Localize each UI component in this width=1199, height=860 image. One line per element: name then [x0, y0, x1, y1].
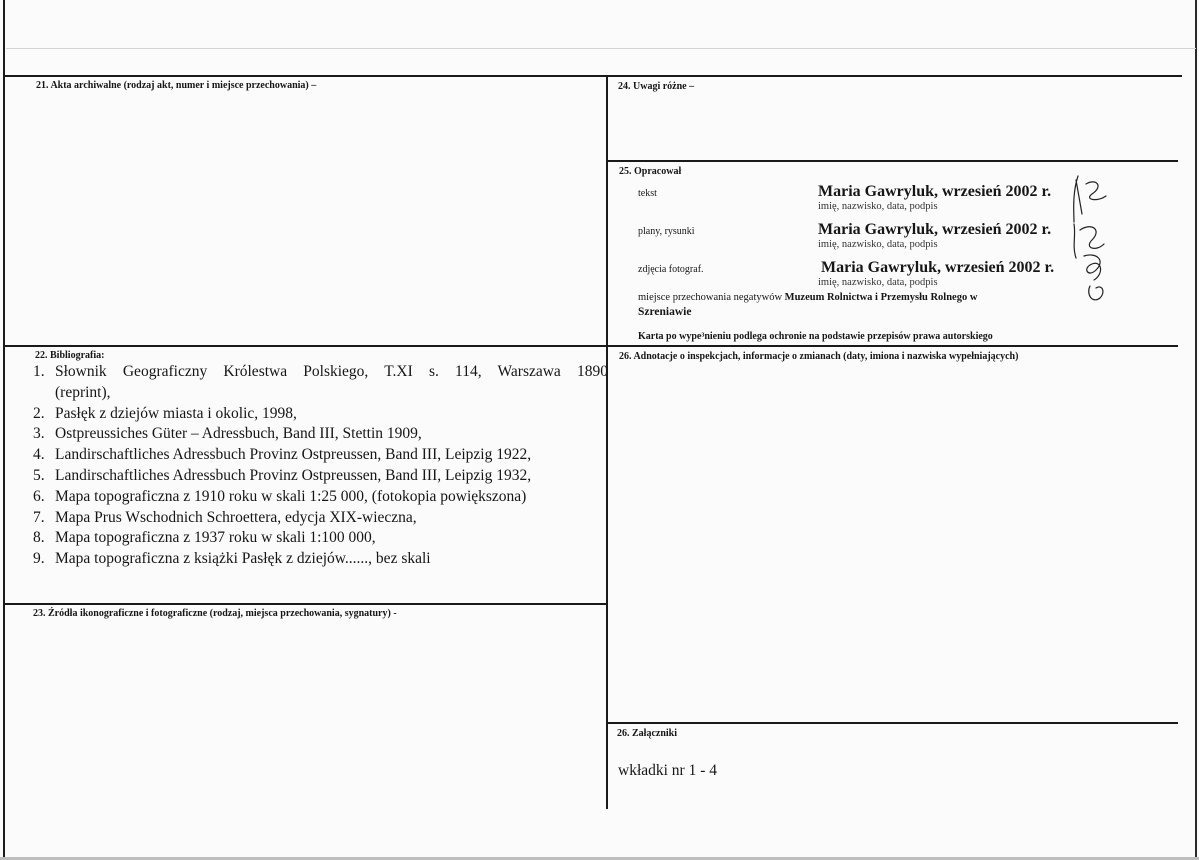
author-row-value: Maria Gawryluk, wrzesień 2002 r. [818, 221, 1052, 238]
copyright-note: Karta po wype³nieniu podlega ochronie na podstawie przepisów prawa autorskiego [638, 331, 993, 342]
list-text: Landirschaftliches Adressbuch Provinz Ostpreussen, Band III, Leipzig 1932, [55, 466, 532, 484]
list-text: Pasłęk z dziejów miasta i okolic, 1998, [55, 404, 297, 422]
list-number: 4. [33, 446, 45, 464]
list-item [33, 528, 608, 549]
signature [1062, 174, 1114, 306]
list-item [33, 508, 608, 529]
author-row-label: plany, rysunki [638, 226, 695, 237]
list-text: Mapa topograficzna z 1937 roku w skali 1:100 000, [55, 529, 376, 547]
rule-25-26 [608, 345, 1178, 347]
section-25-title: 25. Opracował [619, 166, 682, 177]
list-number: 8. [33, 529, 45, 547]
list-number: 9. [33, 550, 45, 568]
faint-rule [6, 48, 1196, 49]
section-26-attachments-title: 26. Załączniki [617, 728, 678, 739]
list-number: 2. [33, 404, 45, 422]
negatives-value-cont: Szreniawie [638, 306, 692, 318]
list-text: Mapa Prus Wschodnich Schroettera, edycja XIX-wieczna, [55, 508, 417, 526]
list-number: 7. [33, 508, 45, 526]
rule-22-23 [5, 603, 606, 605]
negatives-line [638, 292, 977, 303]
negatives-label: miejsce przechowania negatywów [638, 292, 783, 303]
list-text: Ostpreussiches Güter – Adressbuch, Band III, Stettin 1909, [55, 425, 422, 443]
list-number: 5. [33, 466, 45, 484]
list-number: 6. [33, 487, 45, 505]
list-text: (reprint), [55, 383, 111, 401]
list-item [33, 362, 608, 404]
section-26-annotations-title: 26. Adnotacje o inspekcjach, informacje o zmianach (daty, imiona i nazwiska wypełniających) [619, 351, 1019, 362]
author-row-caption: imię, nazwisko, data, podpis [818, 239, 938, 250]
list-item [33, 466, 608, 487]
page-edge [1195, 0, 1197, 860]
bibliography-list [33, 362, 608, 570]
list-item [33, 424, 608, 445]
section-24-title: 24. Uwagi różne – [618, 81, 695, 92]
list-text: Mapa topograficzna z 1910 roku w skali 1:25 000, (fotokopia powiększona) [55, 487, 527, 505]
author-row-value: Maria Gawryluk, wrzesień 2002 r. [821, 259, 1055, 276]
rule-21-22 [5, 345, 606, 347]
list-number: 3. [33, 425, 45, 443]
author-row-caption: imię, nazwisko, data, podpis [818, 201, 938, 212]
negatives-value: Muzeum Rolnictwa i Przemysłu Rolnego w [784, 292, 978, 303]
author-row-value: Maria Gawryluk, wrzesień 2002 r. [818, 183, 1052, 200]
list-item [33, 549, 608, 570]
section-23-title: 23. Źródła ikonograficzne i fotograficzne (rodzaj, miejsca przechowania, sygnatury) - [33, 608, 397, 619]
author-row-label: tekst [638, 188, 657, 199]
list-item [33, 445, 608, 466]
attachments-content: wkładki nr 1 - 4 [618, 762, 718, 779]
author-row-label: zdjęcia fotograf. [638, 264, 704, 275]
list-text: Landirschaftliches Adressbuch Provinz Ostpreussen, Band III, Leipzig 1922, [55, 446, 532, 464]
author-row-caption: imię, nazwisko, data, podpis [818, 277, 938, 288]
rule-24-25 [608, 160, 1178, 162]
section-22-title: 22. Bibliografia: [35, 350, 105, 361]
list-number: 1. [33, 363, 45, 380]
rule-26-attachments [608, 722, 1178, 724]
top-rule [5, 75, 1182, 77]
list-item [33, 487, 608, 508]
list-text: Słownik Geograficzny Królestwa Polskiego, T.XI s. 114, Warszawa 1890 [55, 363, 608, 380]
list-item [33, 404, 608, 425]
section-21-title: 21. Akta archiwalne (rodzaj akt, numer i miejsce przechowania) – [36, 80, 317, 91]
page-edge [3, 0, 5, 860]
list-text: Mapa topograficzna z książki Pasłęk z dziejów......, bez skali [55, 550, 431, 568]
